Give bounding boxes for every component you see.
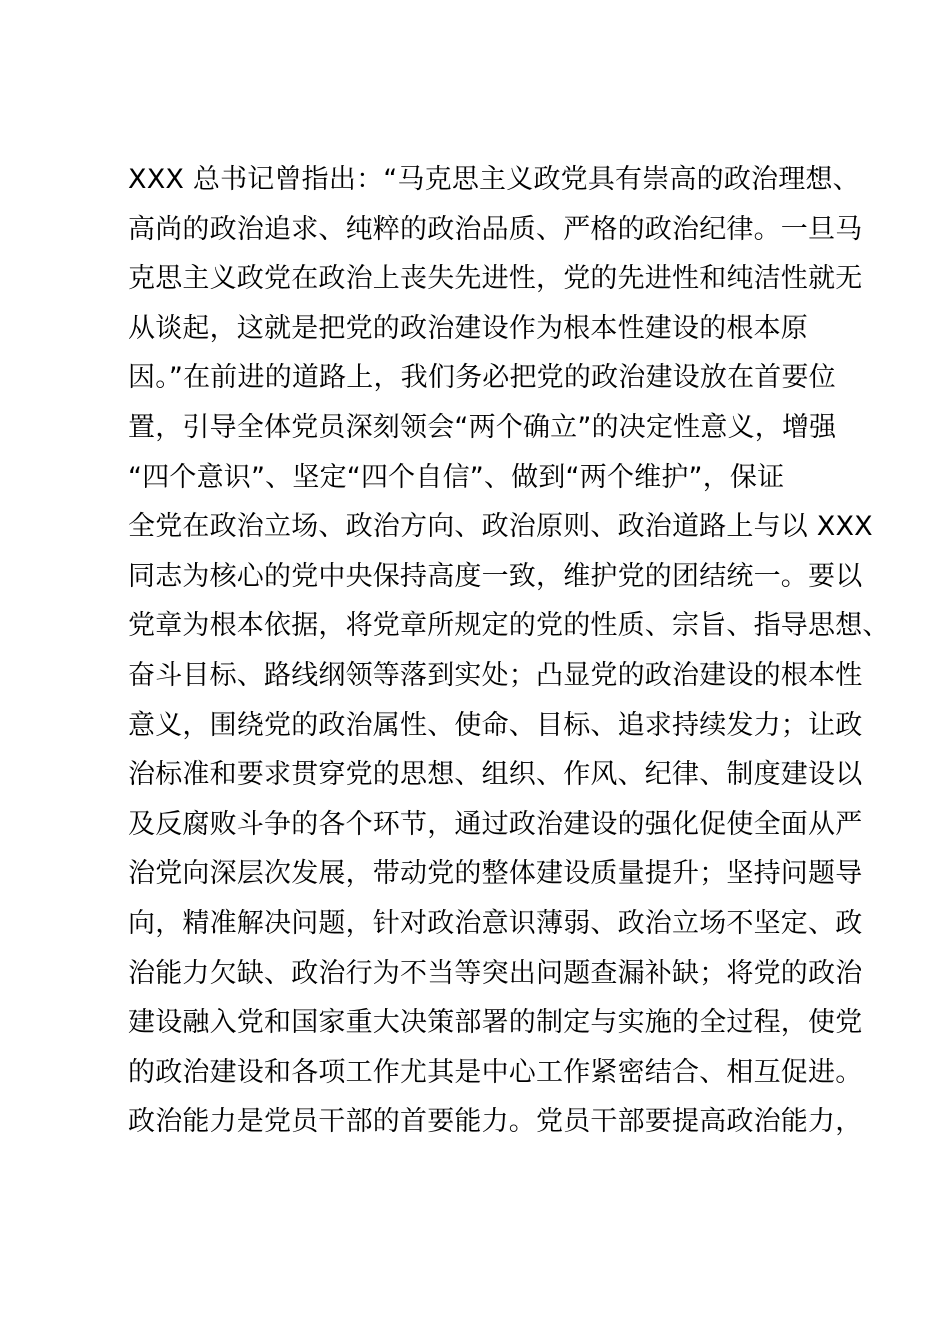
text-line: 克思主义政党在政治上丧失先进性，党的先进性和纯洁性就无 bbox=[128, 263, 863, 295]
text-line: 治能力欠缺、政治行为不当等突出问题查漏补缺；将党的政治 bbox=[128, 957, 863, 989]
text-line: 全党在政治立场、政治方向、政治原则、政治道路上与以 XXX bbox=[128, 511, 873, 543]
text-line: 建设融入党和国家重大决策部署的制定与实施的全过程，使党 bbox=[128, 1007, 863, 1039]
body-text bbox=[128, 155, 890, 1147]
text-line: 高尚的政治追求、纯粹的政治品质、严格的政治纪律。一旦马 bbox=[128, 213, 863, 245]
text-line: XXX 总书记曾指出：“马克思主义政党具有崇高的政治理想、 bbox=[128, 164, 860, 195]
text-line: 向，精准解决问题，针对政治意识薄弱、政治立场不坚定、政 bbox=[128, 907, 863, 939]
text-line: 的政治建设和各项工作尤其是中心工作紧密结合、相互促进。 bbox=[128, 1056, 863, 1088]
text-line: 政治能力是党员干部的首要能力。党员干部要提高政治能力， bbox=[128, 1106, 863, 1138]
text-line: 治标准和要求贯穿党的思想、组织、作风、纪律、制度建设以 bbox=[128, 759, 863, 791]
text-line: 奋斗目标、路线纲领等落到实处；凸显党的政治建设的根本性 bbox=[128, 659, 863, 691]
text-line: 因。”在前进的道路上，我们务必把党的政治建设放在首要位 bbox=[128, 362, 836, 394]
text-line: 治党向深层次发展，带动党的整体建设质量提升；坚持问题导 bbox=[128, 858, 863, 890]
text-line: 及反腐败斗争的各个环节，通过政治建设的强化促使全面从严 bbox=[128, 808, 863, 840]
text-line: 同志为核心的党中央保持高度一致，维护党的团结统一。要以 bbox=[128, 560, 863, 592]
text-line: 从谈起，这就是把党的政治建设作为根本性建设的根本原 bbox=[128, 312, 808, 344]
text-line: “四个意识”、坚定“四个自信”、做到“两个维护”，保证 bbox=[128, 461, 785, 493]
text-line: 置，引导全体党员深刻领会“两个确立”的决定性意义，增强 bbox=[128, 411, 837, 443]
text-line: 党章为根本依据，将党章所规定的党的性质、宗旨、指导思想、 bbox=[128, 610, 890, 642]
text-line: 意义，围绕党的政治属性、使命、目标、追求持续发力；让政 bbox=[128, 709, 863, 741]
